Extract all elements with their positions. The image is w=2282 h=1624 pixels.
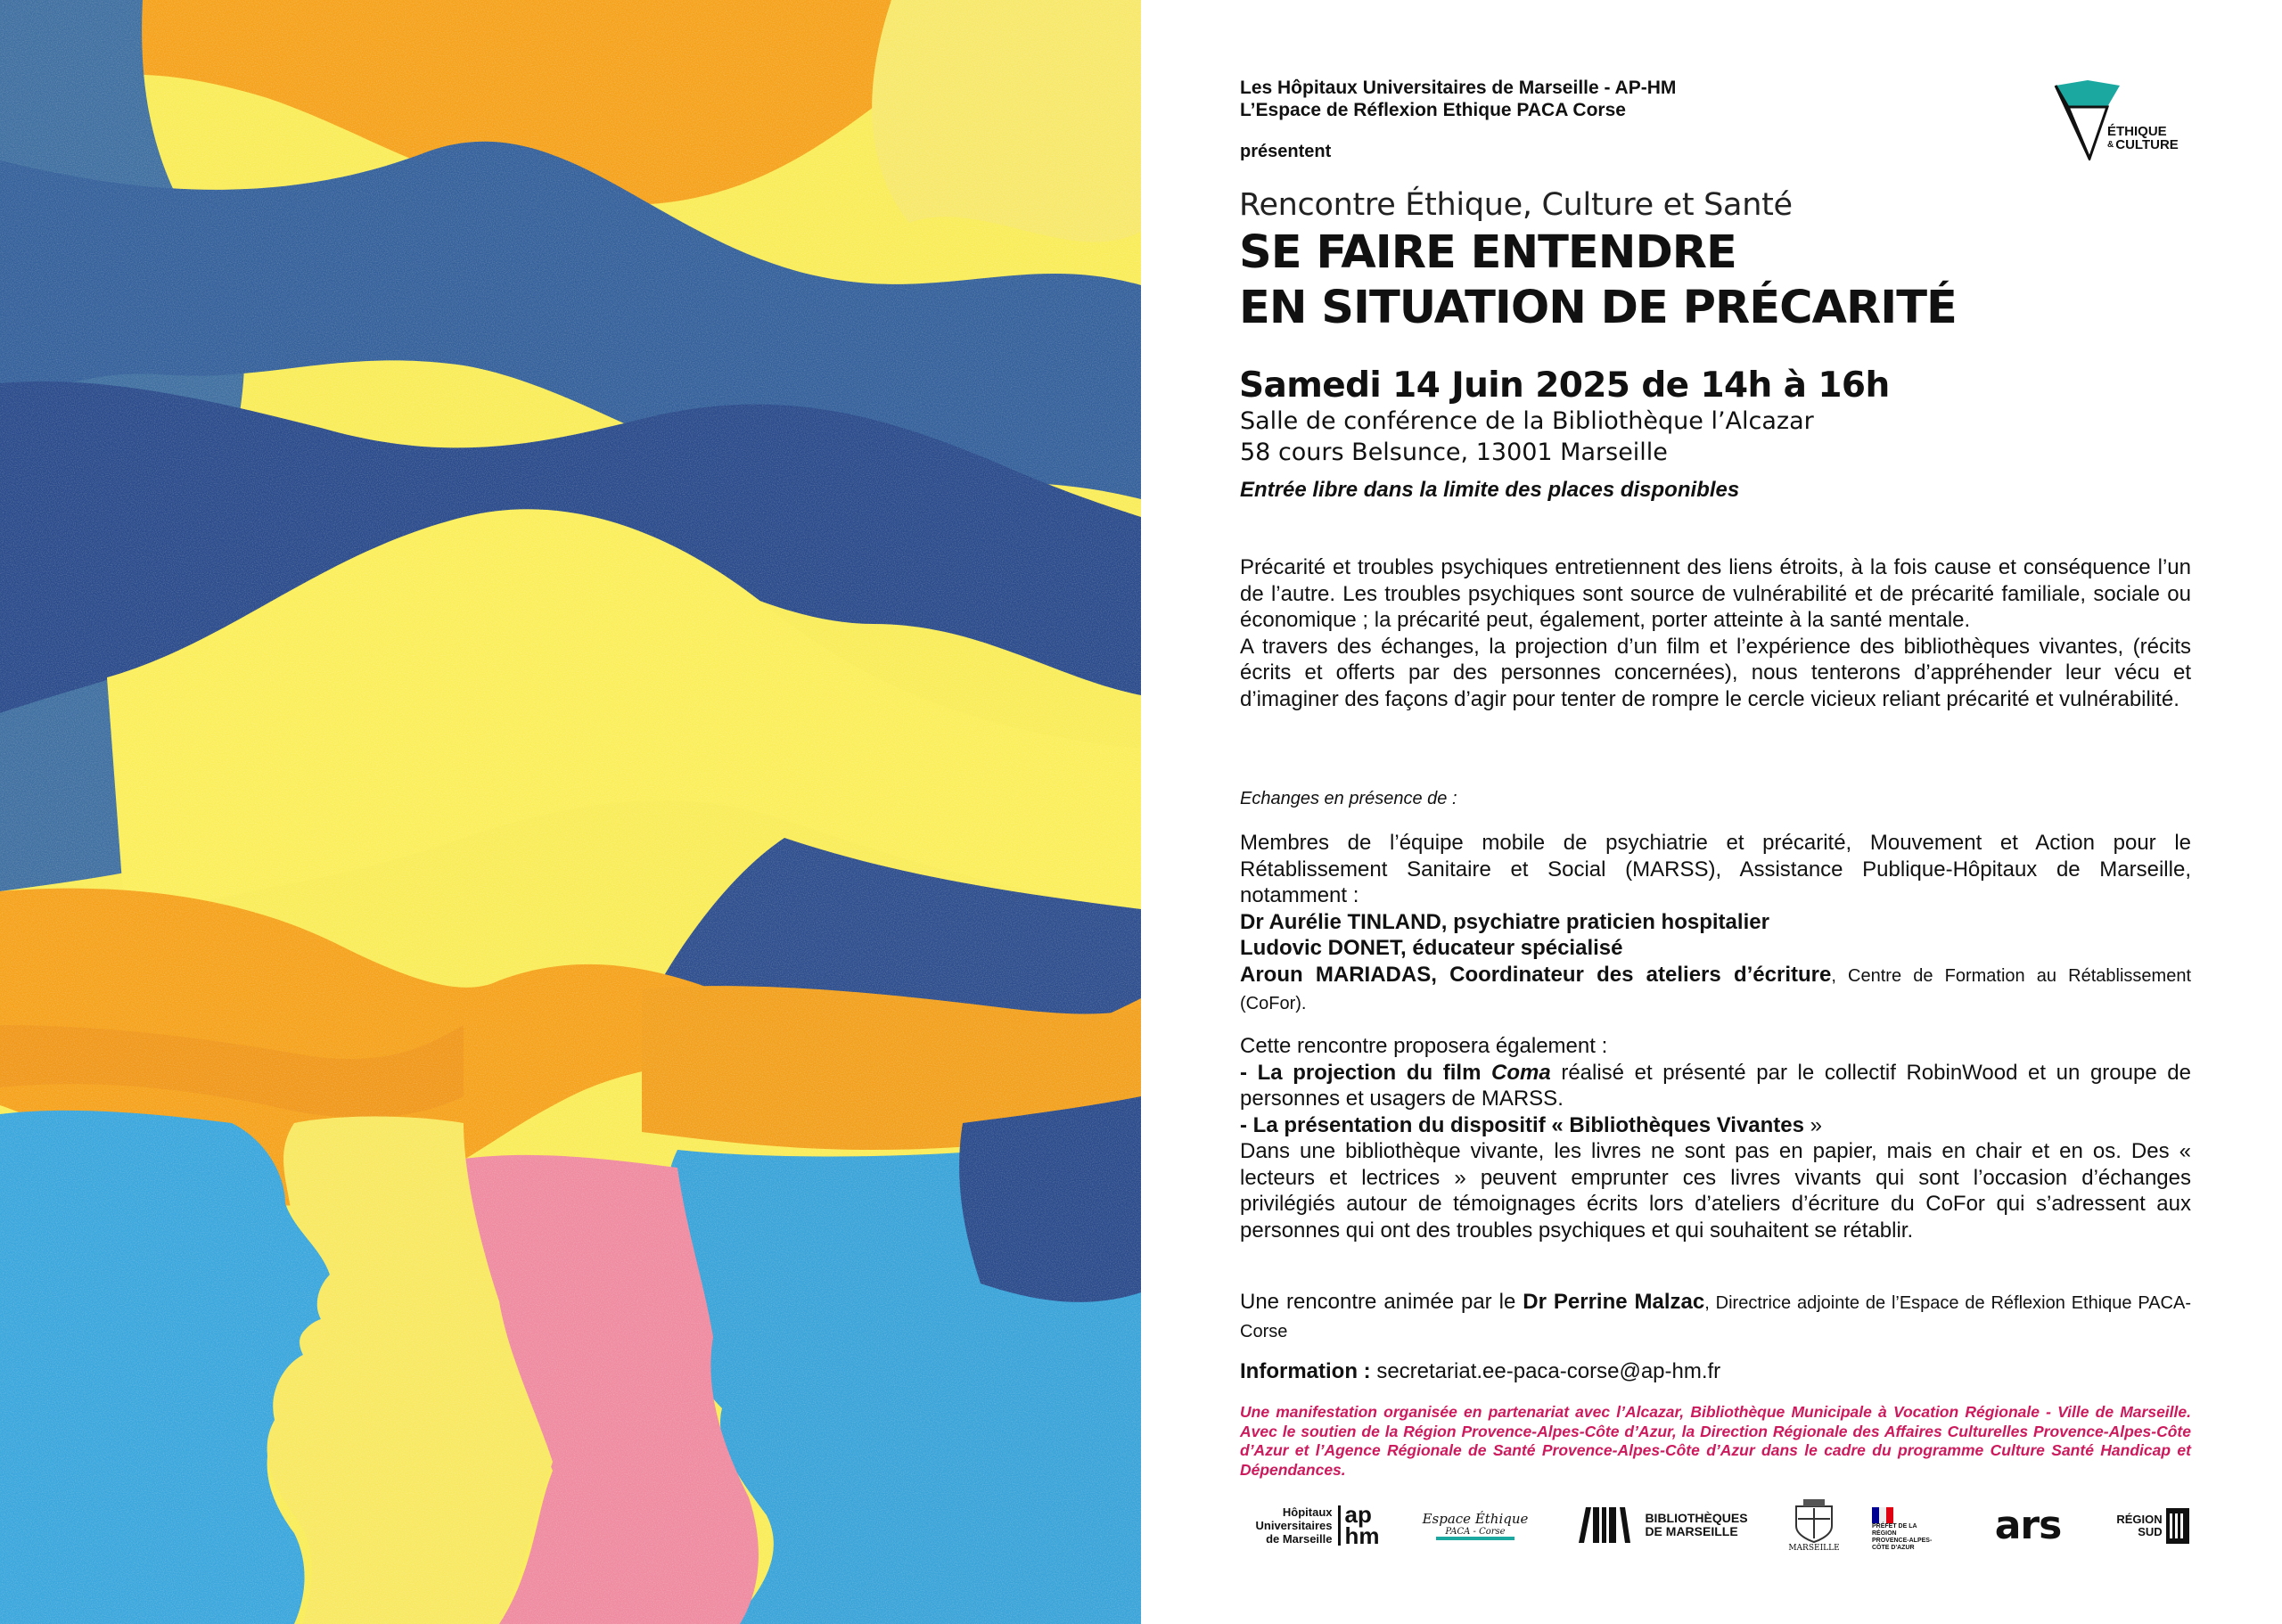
information-line bbox=[1240, 1359, 1720, 1384]
intro-paragraph-2: A travers des échanges, la projection d’un film et l’expérience des bibliothèques vivantes, (récits écrits et offerts par des personnes concernées), nous tenterons d’appréhender leur vécu et d’imaginer des façons d’agir pour tenter de rompre le cercle vicieux reliant précarité et vulnérabilité. bbox=[1240, 634, 2191, 711]
intro-paragraph-1: Précarité et troubles psychiques entretiennent des liens étroits, à la fois cause et conséquence l’un de l’autre. Les troubles psychiques sont source de vulnérabilité et de précarité familiale, sociale ou économique ; la précarité peut, également, porter atteinte à la santé mentale. bbox=[1240, 555, 2191, 632]
event-date: Samedi 14 Juin 2025 de 14h à 16h bbox=[1239, 365, 1890, 406]
moderator-name: Dr Perrine Malzac bbox=[1523, 1290, 1705, 1314]
bibliotheques-marseille-logo bbox=[1573, 1503, 1752, 1547]
aphm-logo-hm: hm bbox=[1344, 1522, 1380, 1549]
bookshelf-icon bbox=[1577, 1505, 1639, 1545]
moderator-line bbox=[1240, 1289, 2191, 1345]
free-entry-note: Entrée libre dans la limite des places disponibles bbox=[1240, 478, 1740, 502]
prefet-logo-text: PRÉFET DE LA RÉGION PROVENCE-ALPES-CÔTE D'AZUR bbox=[1872, 1523, 1933, 1551]
biblio-close-quote: » bbox=[1810, 1112, 1823, 1137]
film-description: réalisé et présenté par le collectif RobinWood et un groupe de personnes et usagers de MARSS. bbox=[1240, 1060, 2191, 1111]
ars-logo-text: ars bbox=[1994, 1502, 2062, 1548]
flyer-panel bbox=[1141, 0, 2282, 1624]
film-label: - La projection du film bbox=[1240, 1060, 1492, 1085]
speaker-2: Ludovic DONET, éducateur spécialisé bbox=[1240, 936, 1623, 960]
espace-ethique-line-1: Espace Éthique bbox=[1422, 1510, 1529, 1527]
region-logo-line-1: RÉGION bbox=[2116, 1513, 2163, 1526]
biblio-logo-line-1: BIBLIOTHÈQUES bbox=[1645, 1511, 1748, 1525]
aphm-logo bbox=[1237, 1497, 1398, 1553]
espace-ethique-line-2: PACA - Corse bbox=[1436, 1527, 1514, 1540]
event-title-line-2: EN SITUATION DE PRÉCARITÉ bbox=[1239, 282, 1957, 334]
biblio-description: Dans une bibliothèque vivante, les livres ne sont pas en papier, mais en chair et en os. Des « lecteurs et lectrices » peuvent emprunter ces livres vivants qui sont l’occasion d’échanges privilégiés autour de témoignages écrits lors d’ateliers d’écriture du CoFor qui s’adressent aux personnes qui ont des troubles psychiques et qui souhaitent se rétablir. bbox=[1240, 1139, 2191, 1243]
ars-logo bbox=[1988, 1497, 2068, 1553]
film-title: Coma bbox=[1491, 1060, 1551, 1085]
espace-ethique-logo bbox=[1417, 1499, 1533, 1551]
region-sud-logo bbox=[2104, 1503, 2202, 1549]
moderator-intro: Une rencontre animée par le bbox=[1240, 1290, 1523, 1314]
prefet-logo bbox=[1872, 1505, 1934, 1554]
speaker-3-name: Aroun MARIADAS, Coordinateur des ateliers d’écriture bbox=[1240, 962, 1832, 987]
program-block bbox=[1240, 1033, 2191, 1243]
partnership-note: Une manifestation organisée en partenariat avec l’Alcazar, Bibliothèque Municipale à Vocation Régionale - Ville de Marseille. Avec le soutien de la Région Provence-Alpes-Côte d’Azur, la Direction Régionale des Affaires Culturelles Provence-Alpes-Côte d’Azur et l’Agence Régionale de Santé Provence-Alpes-Côte d’Azur dans le cadre du programme Culture Santé Handicap et Dépendances. bbox=[1240, 1403, 2191, 1479]
echanges-label: Echanges en présence de : bbox=[1240, 789, 1457, 808]
region-logo-line-2: SUD bbox=[2138, 1525, 2163, 1538]
biblio-logo-line-2: DE MARSEILLE bbox=[1645, 1524, 1738, 1538]
logo-culture-text: CULTURE bbox=[2115, 137, 2179, 152]
venue-line-1: Salle de conférence de la Bibliothèque l’Alcazar bbox=[1240, 407, 1814, 435]
information-label: Information : bbox=[1240, 1359, 1377, 1383]
aphm-logo-line-1: Hôpitaux bbox=[1282, 1505, 1333, 1519]
event-subtitle: Rencontre Éthique, Culture et Santé bbox=[1239, 187, 1793, 223]
aphm-logo-ap: ap bbox=[1344, 1501, 1372, 1528]
description-block bbox=[1240, 554, 2191, 712]
marianne-icon bbox=[1872, 1507, 1893, 1523]
presentent-label: présentent bbox=[1240, 142, 1332, 161]
ville-logo-text: MARSEILLE bbox=[1788, 1544, 1840, 1553]
information-email[interactable]: secretariat.ee-paca-corse@ap-hm.fr bbox=[1376, 1359, 1721, 1383]
organizer-line-2: L’Espace de Réflexion Ethique PACA Corse bbox=[1240, 100, 1626, 120]
speakers-block bbox=[1240, 830, 2191, 1018]
aphm-logo-line-2: Universitaires bbox=[1255, 1518, 1333, 1532]
venue-line-2: 58 cours Belsunce, 13001 Marseille bbox=[1240, 439, 1668, 466]
biblio-label: - La présentation du dispositif « Bibliothèques Vivantes bbox=[1240, 1112, 1810, 1137]
ethique-culture-logo bbox=[2052, 80, 2204, 169]
event-title-line-1: SE FAIRE ENTENDRE bbox=[1239, 226, 1736, 279]
ville-marseille-logo bbox=[1778, 1494, 1850, 1558]
region-shield-icon bbox=[2166, 1508, 2189, 1544]
logo-ethique-text: ÉTHIQUE bbox=[2107, 124, 2167, 139]
aphm-logo-line-3: de Marseille bbox=[1266, 1531, 1333, 1546]
proposera-line: Cette rencontre proposera également : bbox=[1240, 1034, 1608, 1058]
speaker-3-affiliation: , Centre de Formation au Rétablissement (CoFor). bbox=[1240, 965, 2191, 1013]
organizer-line-1: Les Hôpitaux Universitaires de Marseille - AP-HM bbox=[1240, 78, 1677, 98]
moderator-role: , Directrice adjointe de l’Espace de Réflexion Ethique PACA-Corse bbox=[1240, 1293, 2191, 1341]
city-crest-icon bbox=[1787, 1499, 1841, 1544]
speaker-1: Dr Aurélie TINLAND, psychiatre praticien hospitalier bbox=[1240, 909, 1769, 934]
members-paragraph: Membres de l’équipe mobile de psychiatrie et précarité, Mouvement et Action pour le Rétablissement Sanitaire et Social (MARSS), Assistance Publique-Hôpitaux de Marseille, notamment : bbox=[1240, 831, 2191, 907]
logo-amp-text: & bbox=[2107, 140, 2114, 150]
